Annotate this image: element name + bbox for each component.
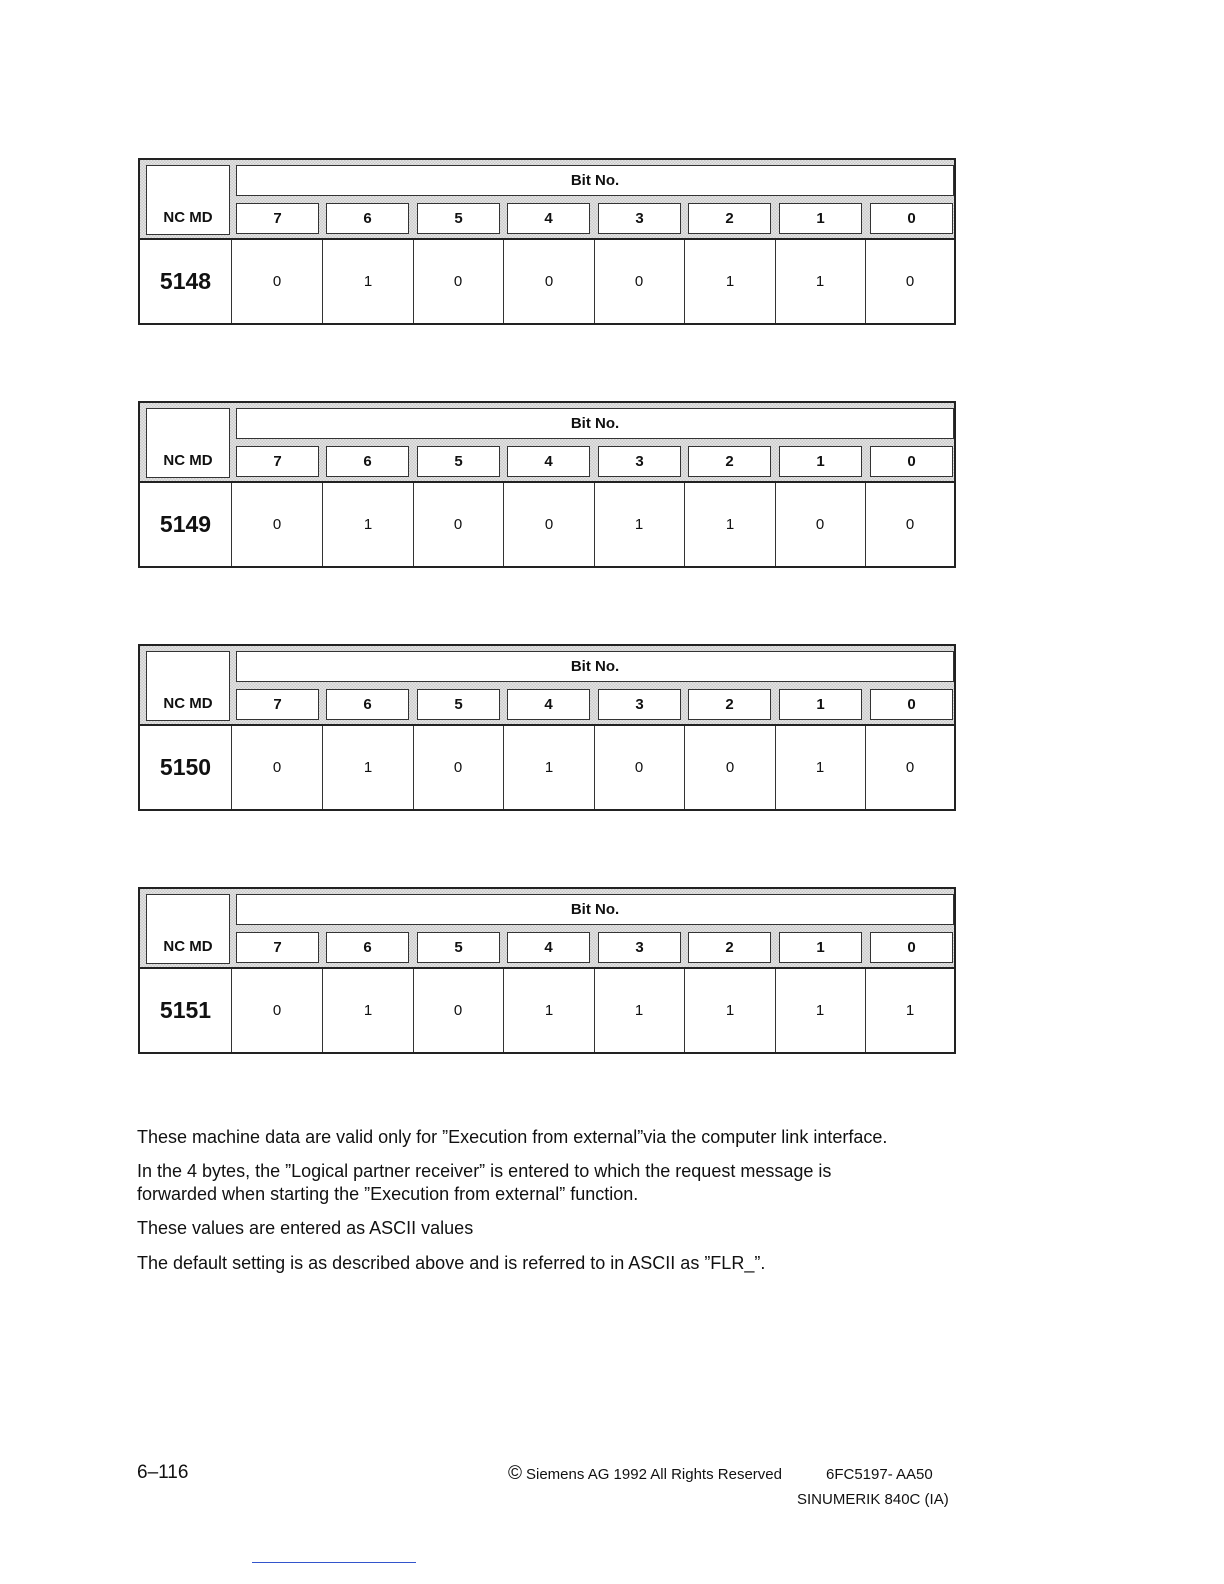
bit-value-5: 0 — [413, 726, 504, 809]
copyright-icon: © — [508, 1463, 522, 1484]
bit-header-4: 4 — [507, 932, 590, 963]
table-row — [140, 240, 954, 323]
bit-value-7: 0 — [232, 969, 323, 1052]
link-underline — [252, 1562, 416, 1563]
bit-header-6: 6 — [326, 446, 409, 477]
bit-header-4: 4 — [507, 446, 590, 477]
bit-value-7: 0 — [232, 240, 323, 323]
machine-data-table-5150 — [138, 644, 956, 811]
bit-header-3: 3 — [598, 203, 681, 234]
bit-value-0: 0 — [905, 516, 915, 533]
machine-data-table-5151 — [138, 887, 956, 1054]
table-row — [140, 969, 954, 1052]
bit-header-2: 2 — [688, 689, 771, 720]
bit-header-6: 6 — [326, 932, 409, 963]
bit-value-6: 1 — [323, 726, 414, 809]
product-name: SINUMERIK 840C (IA) — [797, 1491, 949, 1508]
bit-value-4: 0 — [504, 483, 595, 566]
bit-header-5: 5 — [417, 689, 500, 720]
bit-header-5: 5 — [417, 203, 500, 234]
bit-value-3: 1 — [594, 969, 685, 1052]
bit-value-5: 0 — [413, 240, 504, 323]
bit-header-2: 2 — [688, 446, 771, 477]
bit-value-7: 0 — [232, 726, 323, 809]
machine-data-number: 5148 — [140, 240, 232, 323]
bit-header-0: 0 — [870, 446, 953, 477]
nc-md-label: NC MD — [146, 651, 230, 721]
table-header — [140, 403, 954, 483]
bit-header-7: 7 — [236, 689, 319, 720]
bit-header-0: 0 — [870, 203, 953, 234]
body-paragraph-logical-partner: In the 4 bytes, the ”Logical partner receiver” is entered to which the request message is forwarded when starting the ”Execution from external” function. — [137, 1161, 832, 1204]
bit-header-2: 2 — [688, 203, 771, 234]
bit-value-5: 0 — [413, 969, 504, 1052]
nc-md-label: NC MD — [146, 165, 230, 235]
bit-header-3: 3 — [598, 932, 681, 963]
bit-header-3: 3 — [598, 446, 681, 477]
bit-value-6: 1 — [323, 969, 414, 1052]
bit-no-label: Bit No. — [236, 651, 954, 682]
table-row — [140, 483, 954, 566]
document-code: 6FC5197- AA50 — [826, 1466, 933, 1483]
nc-md-label: NC MD — [146, 408, 230, 478]
bit-header-4: 4 — [507, 689, 590, 720]
bit-value-1: 0 — [775, 483, 866, 566]
bit-no-label: Bit No. — [236, 165, 954, 196]
bit-value-0: 1 — [905, 1002, 915, 1019]
page-number: 6–116 — [137, 1462, 189, 1483]
bit-header-3: 3 — [598, 689, 681, 720]
table-row — [140, 726, 954, 809]
bit-header-0: 0 — [870, 689, 953, 720]
bit-value-1: 1 — [775, 726, 866, 809]
bit-header-1: 1 — [779, 203, 862, 234]
body-paragraph-ascii: These values are entered as ASCII values — [137, 1218, 474, 1238]
bit-value-1: 1 — [775, 240, 866, 323]
bit-value-3: 1 — [594, 483, 685, 566]
bit-value-3: 0 — [594, 240, 685, 323]
table-header — [140, 646, 954, 726]
bit-header-6: 6 — [326, 689, 409, 720]
body-paragraph-default: The default setting is as described above and is referred to in ASCII as ”FLR_”. — [137, 1253, 766, 1273]
bit-value-4: 1 — [504, 726, 595, 809]
bit-value-6: 1 — [323, 483, 414, 566]
bit-header-2: 2 — [688, 932, 771, 963]
bit-header-7: 7 — [236, 932, 319, 963]
bit-header-5: 5 — [417, 446, 500, 477]
bit-header-4: 4 — [507, 203, 590, 234]
bit-value-4: 1 — [504, 969, 595, 1052]
machine-data-number: 5149 — [140, 483, 232, 566]
bit-header-1: 1 — [779, 689, 862, 720]
bit-value-7: 0 — [232, 483, 323, 566]
bit-header-0: 0 — [870, 932, 953, 963]
machine-data-number: 5150 — [140, 726, 232, 809]
bit-value-6: 1 — [323, 240, 414, 323]
bit-no-label: Bit No. — [236, 894, 954, 925]
machine-data-table-5148 — [138, 158, 956, 325]
bit-header-1: 1 — [779, 446, 862, 477]
bit-value-2: 1 — [685, 240, 776, 323]
bit-value-2: 1 — [685, 969, 776, 1052]
bit-header-6: 6 — [326, 203, 409, 234]
bit-no-label: Bit No. — [236, 408, 954, 439]
table-header — [140, 160, 954, 240]
machine-data-number: 5151 — [140, 969, 232, 1052]
body-paragraph-validity: These machine data are valid only for ”Execution from external”via the computer link interface. — [137, 1127, 888, 1147]
nc-md-label: NC MD — [146, 894, 230, 964]
bit-header-5: 5 — [417, 932, 500, 963]
bit-value-2: 0 — [685, 726, 776, 809]
bit-value-3: 0 — [594, 726, 685, 809]
bit-value-1: 1 — [775, 969, 866, 1052]
copyright-text: Siemens AG 1992 All Rights Reserved — [526, 1466, 782, 1483]
bit-header-7: 7 — [236, 446, 319, 477]
table-header — [140, 889, 954, 969]
bit-value-0: 0 — [905, 273, 915, 290]
copyright-notice — [508, 1463, 782, 1485]
bit-value-4: 0 — [504, 240, 595, 323]
bit-header-7: 7 — [236, 203, 319, 234]
machine-data-table-5149 — [138, 401, 956, 568]
bit-header-1: 1 — [779, 932, 862, 963]
bit-value-5: 0 — [413, 483, 504, 566]
bit-value-0: 0 — [905, 759, 915, 776]
bit-value-2: 1 — [685, 483, 776, 566]
